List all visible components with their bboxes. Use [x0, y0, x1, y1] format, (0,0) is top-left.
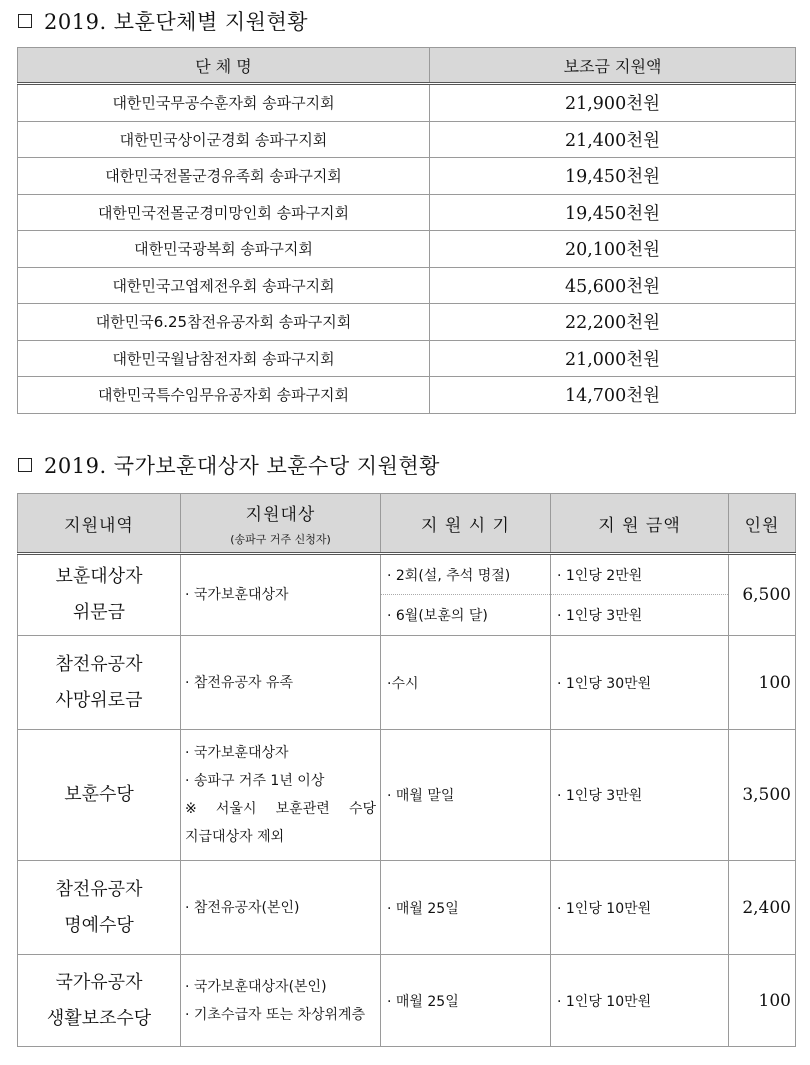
item-money: · 1인당 2만원 [551, 554, 729, 595]
org-name: 대한민국특수임무유공자회 송파구지회 [18, 377, 430, 414]
target-line: · 송파구 거주 1년 이상 [185, 773, 325, 789]
item-name-line1: 국가유공자 [55, 971, 143, 993]
item-count: 2,400 [729, 861, 796, 955]
org-name: 대한민국광복회 송파구지회 [18, 231, 430, 268]
note-word: 수당 [348, 801, 376, 817]
org-amount: 45,600천원 [430, 267, 796, 304]
item-name [18, 636, 181, 730]
table-row [18, 861, 796, 955]
item-time: · 매월 말일 [381, 730, 551, 861]
target-line: · 기초수급자 또는 차상위계층 [185, 1006, 366, 1023]
item-time: · 매월 25일 [381, 955, 551, 1047]
item-name-line1: 참전유공자 [55, 878, 143, 900]
amount-column-header: 보조금 지원액 [430, 48, 796, 84]
item-name-line2: 위문금 [72, 602, 126, 623]
item-target [181, 955, 381, 1047]
item-time: · 매월 25일 [381, 861, 551, 955]
item-name [18, 554, 181, 636]
item-name-line1: 보훈대상자 [55, 566, 143, 587]
time-column-header: 지 원 시 기 [381, 494, 551, 554]
money-column-header: 지 원 금액 [551, 494, 729, 554]
target-header-sub: (송파구 거주 신청자) [230, 532, 331, 546]
checkbox-square-icon [18, 14, 32, 28]
target-line: · 국가보훈대상자 [185, 745, 289, 761]
allowance-support-table [17, 493, 796, 1047]
section1-title-text: 2019. 보훈단체별 지원현황 [44, 10, 309, 34]
org-name: 대한민국전몰군경미망인회 송파구지회 [18, 194, 430, 231]
section2-title [18, 450, 440, 480]
item-time: · 2회(설, 추석 명절) [381, 554, 551, 595]
item-name-line2: 생활보조수당 [46, 1007, 152, 1029]
item-money: · 1인당 3만원 [551, 730, 729, 861]
target-line: · 국가보훈대상자(본인) [185, 978, 327, 995]
org-name: 대한민국상이군경회 송파구지회 [18, 121, 430, 158]
table-row [18, 377, 796, 414]
item-money: · 1인당 10만원 [551, 955, 729, 1047]
note-mark: ※ [185, 801, 197, 817]
item-count: 6,500 [729, 554, 796, 636]
org-amount: 19,450천원 [430, 194, 796, 231]
org-name: 대한민국무공수훈자회 송파구지회 [18, 84, 430, 122]
section2-title-text: 2019. 국가보훈대상자 보훈수당 지원현황 [44, 454, 440, 478]
table-row [18, 636, 796, 730]
item-name-line1: 참전유공자 [55, 653, 143, 675]
note-word: 서울시 [215, 801, 257, 817]
item-name: 보훈수당 [18, 730, 181, 861]
table-header-row [18, 494, 796, 554]
table-row [18, 730, 796, 861]
item-target: · 국가보훈대상자 [181, 554, 381, 636]
table-row [18, 158, 796, 195]
org-amount: 20,100천원 [430, 231, 796, 268]
table-row [18, 554, 796, 595]
org-column-header: 단 체 명 [18, 48, 430, 84]
count-column-header: 인원 [729, 494, 796, 554]
item-count: 100 [729, 636, 796, 730]
org-amount: 22,200천원 [430, 304, 796, 341]
item-column-header: 지원내역 [18, 494, 181, 554]
org-amount: 21,000천원 [430, 340, 796, 377]
org-amount: 21,900천원 [430, 84, 796, 122]
item-target [181, 730, 381, 861]
org-amount: 21,400천원 [430, 121, 796, 158]
table-row [18, 304, 796, 341]
item-count: 100 [729, 955, 796, 1047]
checkbox-square-icon [18, 458, 32, 472]
item-time: · 6월(보훈의 달) [381, 595, 551, 636]
item-money: · 1인당 10만원 [551, 861, 729, 955]
table-row [18, 121, 796, 158]
org-amount: 14,700천원 [430, 377, 796, 414]
org-name: 대한민국월남참전자회 송파구지회 [18, 340, 430, 377]
item-name-line2: 사망위로금 [55, 689, 143, 711]
item-name [18, 861, 181, 955]
table-row [18, 955, 796, 1047]
table-header-row [18, 48, 796, 84]
org-amount: 19,450천원 [430, 158, 796, 195]
item-count: 3,500 [729, 730, 796, 861]
note-word: 보훈관련 [275, 801, 330, 817]
org-support-table [17, 47, 796, 414]
org-name: 대한민국전몰군경유족회 송파구지회 [18, 158, 430, 195]
item-name-line2: 명예수당 [64, 914, 134, 936]
table-row [18, 84, 796, 122]
org-name: 대한민국고엽제전우회 송파구지회 [18, 267, 430, 304]
table-row [18, 267, 796, 304]
target-note-line [185, 795, 380, 823]
item-name [18, 955, 181, 1047]
target-column-header [181, 494, 381, 554]
item-target: · 참전유공자(본인) [181, 861, 381, 955]
item-time: ·수시 [381, 636, 551, 730]
target-line: 지급대상자 제외 [185, 829, 285, 845]
section1-title [18, 6, 308, 36]
table-row [18, 340, 796, 377]
table-row [18, 231, 796, 268]
item-money: · 1인당 30만원 [551, 636, 729, 730]
org-name: 대한민국6.25참전유공자회 송파구지회 [18, 304, 430, 341]
target-header-main: 지원대상 [245, 504, 316, 525]
item-money: · 1인당 3만원 [551, 595, 729, 636]
table-row [18, 194, 796, 231]
item-target: · 참전유공자 유족 [181, 636, 381, 730]
